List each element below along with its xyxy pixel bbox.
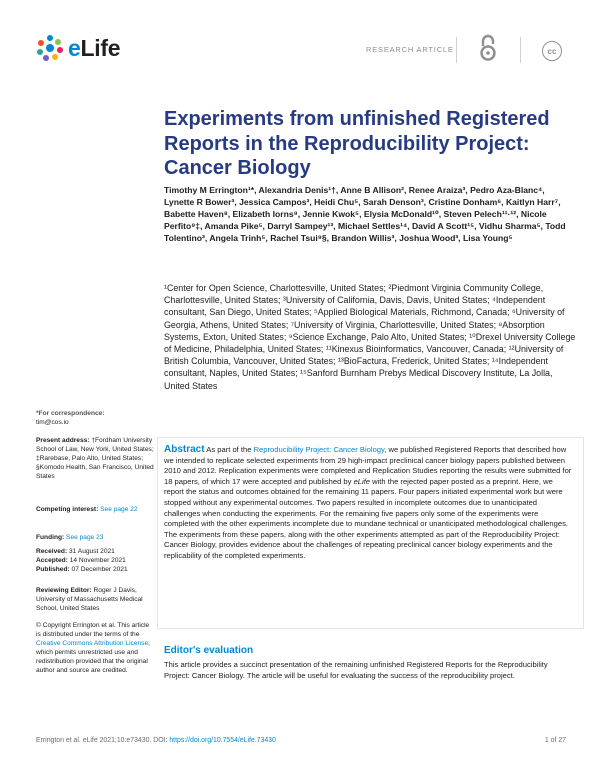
- abstract-text-1: , we published Registered Reports that described how we intended to replicate selected experiments from 29 high-impact preclinical cancer biology papers published between 2010 and 2012. Replication experiments were completed and Replication Studies reporting the results were submitted for 18 papers, of which 17 were accepted and published by: [164, 445, 572, 486]
- footer-citation-group: [36, 737, 276, 744]
- abstract-text-2: with the rejected paper posted as a preprint. Here, we report the status and outcomes obtained for the remaining 11 papers. Four papers initiated experimental work but were stopped without any experimental outcomes. Two papers resulted in incomplete outcomes due to unanticipated challenges when conducting the experiments. For the remaining five papers only some of the experiments were completed with the other experiments incomplete due to mundane technical or unanticipated methodological challenges. The experiments from these papers, along with the other experiments attempted as part of the Reproducibility Project: Cancer Biology, provides evidence about the challenges of repeating preclinical cancer biology experiments and the replicability of the completed experiments.: [164, 476, 568, 560]
- present-address-text: †Fordham University School of Law, New York, United States; ‡Rarebase, Palo Alto, United States; §Komodo Health, San Francisco, United States: [36, 437, 154, 480]
- funding-link[interactable]: See page 23: [66, 534, 104, 541]
- elife-wordmark: eLife: [68, 34, 121, 61]
- copyright-post: , which permits unrestricted use and redistribution provided that the original author and source are credited.: [36, 640, 150, 674]
- reviewing-editor-label: Reviewing Editor:: [36, 587, 92, 594]
- page-footer: [36, 737, 566, 744]
- competing-interest-label: Competing interest:: [36, 506, 99, 513]
- header-divider-2: [520, 37, 521, 63]
- author-list: Timothy M Errington¹*, Alexandria Denis¹†, Anne B Allison², Renee Araiza³, Pedro Aza-Blanc⁴, Lynette R Bower³, Jessica Campos³, Heidi Chu⁵, Sarah Denson³, Cristine Donham⁶, Kaitlyn Harr⁷, Babette Haven⁸, Elizabeth Iorns⁹, Jennie Kwok⁵, Elysia McDonald¹⁰, Steven Pelech¹¹·¹², Nicole Perfito⁹‡, Amanda Pike⁵, Darryl Sampey¹³, Michael Settles¹⁴, David A Scott¹⁵, Vidhu Sharma⁵, Todd Tolentino³, Angela Trinh⁵, Rachel Tsui⁹§, Brandon Willis³, Joshua Wood³, Lisa Young⁵: [164, 185, 566, 243]
- correspondence-email[interactable]: tim@cos.io: [36, 419, 69, 426]
- abstract-pre-link: As part of the: [206, 445, 254, 454]
- copyright: [36, 621, 154, 675]
- reviewing-editor: [36, 586, 154, 613]
- published-label: Published:: [36, 566, 70, 573]
- correspondence-label: *For correspondence:: [36, 410, 105, 417]
- open-access-icon[interactable]: [478, 34, 498, 62]
- elife-logo-icon: [36, 34, 64, 62]
- article-type-label: RESEARCH ARTICLE: [366, 45, 454, 54]
- funding: [36, 533, 154, 542]
- cc-label: cc: [547, 46, 557, 56]
- rpcb-link[interactable]: Reproducibility Project: Cancer Biology: [253, 445, 385, 454]
- competing-interest: [36, 505, 154, 514]
- doi-label: DOI:: [153, 737, 170, 744]
- present-address: [36, 436, 154, 481]
- cc-license-link[interactable]: Creative Commons Attribution License: [36, 640, 149, 647]
- editors-evaluation-text: This article provides a succinct presentation of the remaining unfinished Registered Reports for the Reproducibility Project: Cancer Biology. The article will be useful for evaluating the success of the reproducibility project.: [164, 660, 548, 680]
- doi-link[interactable]: https://doi.org/10.7554/eLife.73430: [169, 737, 276, 744]
- article-title: Experiments from unfinished Registered Reports in the Reproducibility Project: Cancer Biology: [164, 108, 550, 179]
- correspondence: [36, 409, 154, 427]
- received-date: 31 August 2021: [69, 548, 115, 555]
- reviewing-editor-text: Roger J Davis, University of Massachusetts Medical School, United States: [36, 587, 143, 612]
- header-divider: [456, 37, 457, 63]
- funding-label: Funding:: [36, 534, 65, 541]
- accepted-label: Accepted:: [36, 557, 68, 564]
- elife-logo[interactable]: [36, 34, 120, 62]
- present-address-label: Present address:: [36, 437, 90, 444]
- abstract-heading: Abstract: [164, 444, 205, 455]
- editors-evaluation-heading: Editor's evaluation: [164, 645, 254, 656]
- creative-commons-icon[interactable]: [542, 41, 562, 61]
- page-number: 1 of 27: [544, 737, 566, 744]
- published-date: 07 December 2021: [71, 566, 128, 573]
- affiliations: ¹Center for Open Science, Charlottesville, United States; ²Piedmont Virginia Community College, Charlottesville, United States; ³University of California, Davis, Davis, United States; ⁴Independent consultant, San Diego, United States; ⁵Applied Biological Materials, Richmond, Canada; ⁶University of Georgia, Athens, United States; ⁷University of Virginia, Charlottesville, United States; ⁸Absorption Systems, Exton, United States; ⁹Science Exchange, Palo Alto, United States; ¹⁰Drexel University College of Medicine, Philadelphia, United States; ¹¹Kinexus Bioinformatics, Vancouver, Canada; ¹²University of British Columbia, Vancouver, United States; ¹³BioFactura, Frederick, United States; ¹⁴Independent consultant, Naples, United States; ¹⁵Sanford Burnham Prebys Medical Discovery Institute, La Jolla, United States: [164, 283, 576, 391]
- abstract: [164, 445, 574, 562]
- elife-italic: eLife: [353, 476, 371, 486]
- footer-citation: Errington et al. eLife 2021;10:e73430.: [36, 737, 154, 744]
- received-label: Received:: [36, 548, 68, 555]
- accepted-date: 14 November 2021: [69, 557, 126, 564]
- competing-interest-link[interactable]: See page 22: [100, 506, 138, 513]
- copyright-pre: © Copyright Errington et al. This article is distributed under the terms of the: [36, 622, 150, 638]
- dates: [36, 547, 154, 574]
